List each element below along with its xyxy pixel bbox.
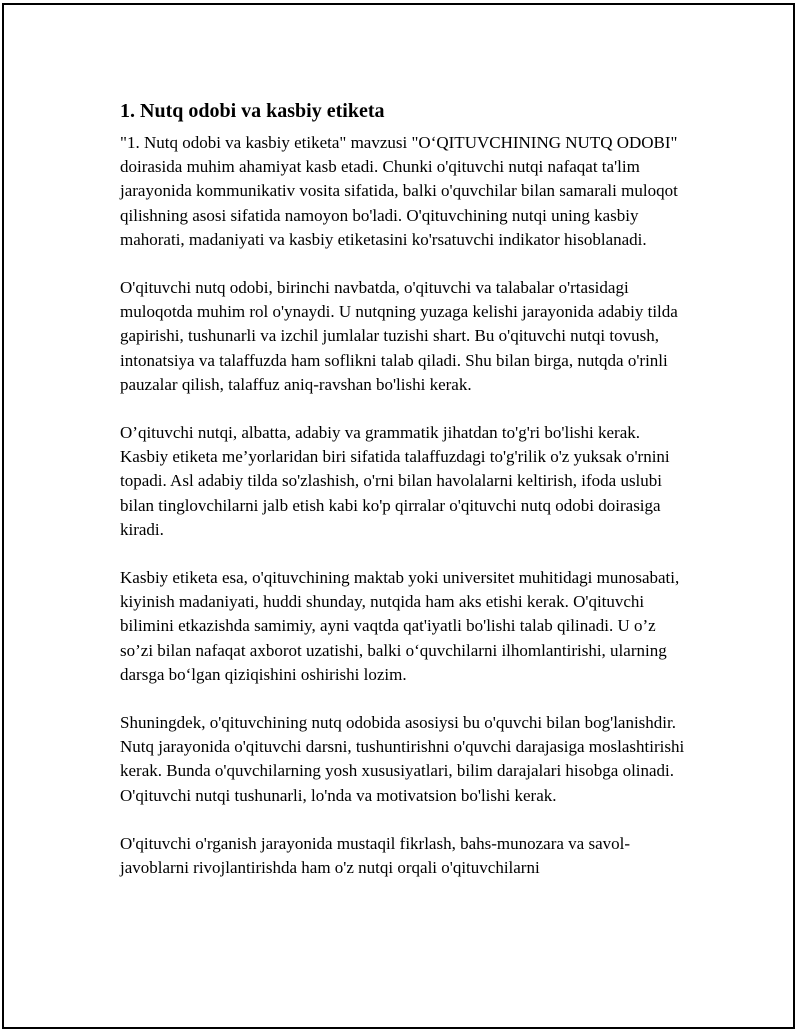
paragraph: "1. Nutq odobi va kasbiy etiketa" mavzusi "O‘QITUVCHINING NUTQ ODOBI" doirasida muhim ahamiyat kasb etadi. Chunki o'qituvchi nutqi nafaqat ta'lim jarayonida kommunikativ vosita sifatida, balki o'quvchilar bilan samarali muloqot qilishning asosi sifatida namoyon bo'ladi. O'qituvchining nutqi uning kasbiy mahorati, madaniyati va kasbiy etiketasini ko'rsatuvchi indikator hisoblanadi. (120, 133, 678, 249)
paragraph: O'qituvchi nutq odobi, birinchi navbatda, o'qituvchi va talabalar o'rtasidagi muloqotda muhim rol o'ynaydi. U nutqning yuzaga kelishi jarayonida adabiy tilda gapirishi, tushunarli va izchil jumlalar tuzishi shart. Bu o'qituvchi nutqi tovush, intonatsiya va talaffuzda ham soflikni talab qiladi. Shu bilan birga, nutqda o'rinli pauzalar qilish, talaffuz aniq-ravshan bo'lishi kerak. (120, 278, 678, 394)
page-frame (2, 3, 795, 1029)
document-body (120, 98, 690, 904)
paragraph: Kasbiy etiketa esa, o'qituvchining maktab yoki universitet muhitidagi munosabati, kiyinish madaniyati, huddi shunday, nutqida ham aks etishi kerak. O'qituvchi bilimini etkazishda samimiy, ayni vaqtda qat'iyatli bo'lishi talab qilinadi. U o’z so’zi bilan nafaqat axborot uzatishi, balki o‘quvchilarni ilhomlantirishi, ularning darsga bo‘lgan qiziqishini oshirishi lozim. (120, 568, 680, 684)
paragraph: O’qituvchi nutqi, albatta, adabiy va grammatik jihatdan to'g'ri bo'lishi kerak. Kasbiy etiketa me’yorlaridan biri sifatida talaffuzdagi to'g'rilik o'z yuksak o'rnini topadi. Asl adabiy tilda so'zlashish, o'rni bilan havolalarni keltirish, ifoda uslubi bilan tinglovchilarni jalb etish kabi ko'p qirralar o'qituvchi nutq odobi doirasiga kiradi. (120, 423, 670, 539)
paragraph: O'qituvchi o'rganish jarayonida mustaqil fikrlash, bahs-munozara va savol-javoblarni rivojlantirishda ham o'z nutqi orqali o'qituvchilarni (120, 833, 631, 878)
paragraph: Shuningdek, o'qituvchining nutq odobida asosiysi bu o'quvchi bilan bog'lanishdir. Nutq jarayonida o'qituvchi darsni, tushuntirishni o'quvchi darajasiga moslashtirishi kerak. Bunda o'quvchilarning yosh xususiyatlari, bilim darajalari hisobga olinadi. O'qituvchi nutqi tushunarli, lo'nda va motivatsion bo'lishi kerak. (120, 713, 685, 805)
section-title: 1. Nutq odobi va kasbiy etiketa (120, 100, 385, 122)
